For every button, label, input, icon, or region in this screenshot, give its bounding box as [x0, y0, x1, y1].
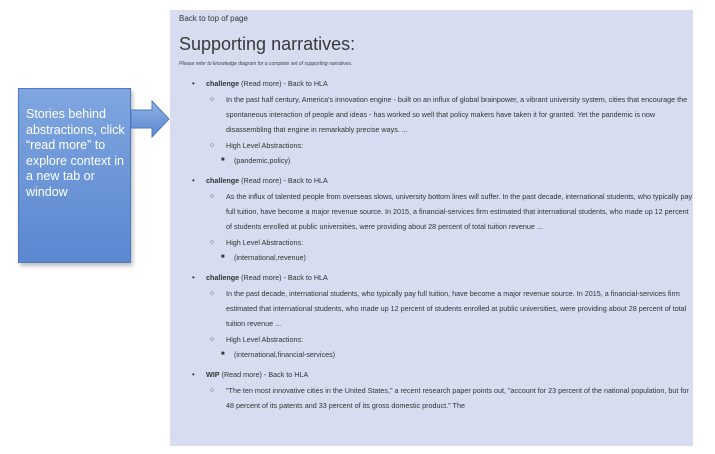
narrative-title-row: challenge (Read more) - Back to HLA	[206, 176, 328, 185]
list-item	[170, 270, 693, 362]
hla-tags: ■ (pandemic,policy)	[206, 153, 693, 168]
narrative-title-row: WIP (Read more) - Back to HLA	[206, 370, 309, 379]
narrative-text: ○ "The ten most innovative cities in the United States," a recent research paper points out, "account for 23 percent of the national population, but for 48 percent of its patents and 33 percent of its gross domestic product." The	[206, 383, 693, 413]
narratives-panel	[170, 10, 693, 446]
narrative-type: challenge	[206, 176, 240, 185]
back-to-hla-link[interactable]: Back to HLA	[287, 79, 328, 88]
hla-heading: ○ High Level Abstractions:	[206, 332, 693, 347]
circle-bullet-icon: ○	[210, 96, 215, 103]
callout-text: Stories behind abstractions, click “read more” to explore context in a new tab or window	[26, 107, 125, 199]
read-more-link[interactable]: (Read more)	[241, 79, 282, 88]
callout-box	[18, 88, 131, 263]
back-to-top-link[interactable]: Back to top of page	[179, 14, 248, 23]
circle-bullet-icon: ○	[210, 387, 215, 394]
arrow-right-icon	[130, 99, 170, 139]
back-to-hla-link[interactable]: Back to HLA	[268, 370, 309, 379]
square-bullet-icon: ■	[221, 351, 225, 357]
narratives-list	[170, 76, 693, 413]
narrative-text: ○ In the past decade, international students, who typically pay full tuition, have become a major revenue source. In 2015, a financial-services firm estimated that international students, who made up 12 percent of students enrolled at public universities, were providing about 28 percent of total tuition revenue ...	[206, 286, 693, 331]
narrative-type: challenge	[206, 273, 240, 282]
bullet-icon: •	[192, 79, 195, 88]
narrative-text: ○ As the influx of talented people from overseas slows, university bottom lines will suffer. In the past decade, international students, who typically pay full tuition, have become a major revenue source. In 2015, a financial-services firm estimated that international students, who made up 12 percent of students enrolled at public universities, were providing about 28 percent of total tuition revenue ...	[206, 189, 693, 234]
circle-bullet-icon: ○	[210, 142, 215, 149]
narrative-type: WIP	[206, 370, 220, 379]
read-more-link[interactable]: (Read more)	[221, 370, 262, 379]
hla-heading: ○ High Level Abstractions:	[206, 138, 693, 153]
narrative-type: challenge	[206, 79, 240, 88]
circle-bullet-icon: ○	[210, 290, 215, 297]
bullet-icon: •	[192, 273, 195, 282]
knowledge-diagram-note: Please refer to knowledge diagram for a complete set of supporting narratives.	[179, 61, 353, 67]
list-item	[170, 76, 693, 168]
bullet-icon: •	[192, 176, 195, 185]
hla-tags: ■ (international,financial-services)	[206, 347, 693, 362]
circle-bullet-icon: ○	[210, 239, 215, 246]
read-more-link[interactable]: (Read more)	[241, 273, 282, 282]
hla-heading: ○ High Level Abstractions:	[206, 235, 693, 250]
narrative-text: ○ In the past half century, America's innovation engine - built on an influx of global brainpower, a vibrant university system, cities that encourage the spontaneous interaction of people and ideas - has worked so well that policy makers have taken it for granted. Yet the pandemic is now disassembling that engine in remarkably precise ways. ...	[206, 92, 693, 137]
page-title: Supporting narratives:	[179, 34, 356, 54]
back-to-hla-link[interactable]: Back to HLA	[287, 273, 328, 282]
read-more-link[interactable]: (Read more)	[241, 176, 282, 185]
bullet-icon: •	[192, 370, 195, 379]
square-bullet-icon: ■	[221, 254, 225, 260]
back-to-hla-link[interactable]: Back to HLA	[287, 176, 328, 185]
list-item	[170, 367, 693, 413]
circle-bullet-icon: ○	[210, 336, 215, 343]
narrative-title-row: challenge (Read more) - Back to HLA	[206, 79, 328, 88]
narrative-title-row: challenge (Read more) - Back to HLA	[206, 273, 328, 282]
hla-tags: ■ (international,revenue)	[206, 250, 693, 265]
list-item	[170, 173, 693, 265]
circle-bullet-icon: ○	[210, 193, 215, 200]
square-bullet-icon: ■	[221, 157, 225, 163]
